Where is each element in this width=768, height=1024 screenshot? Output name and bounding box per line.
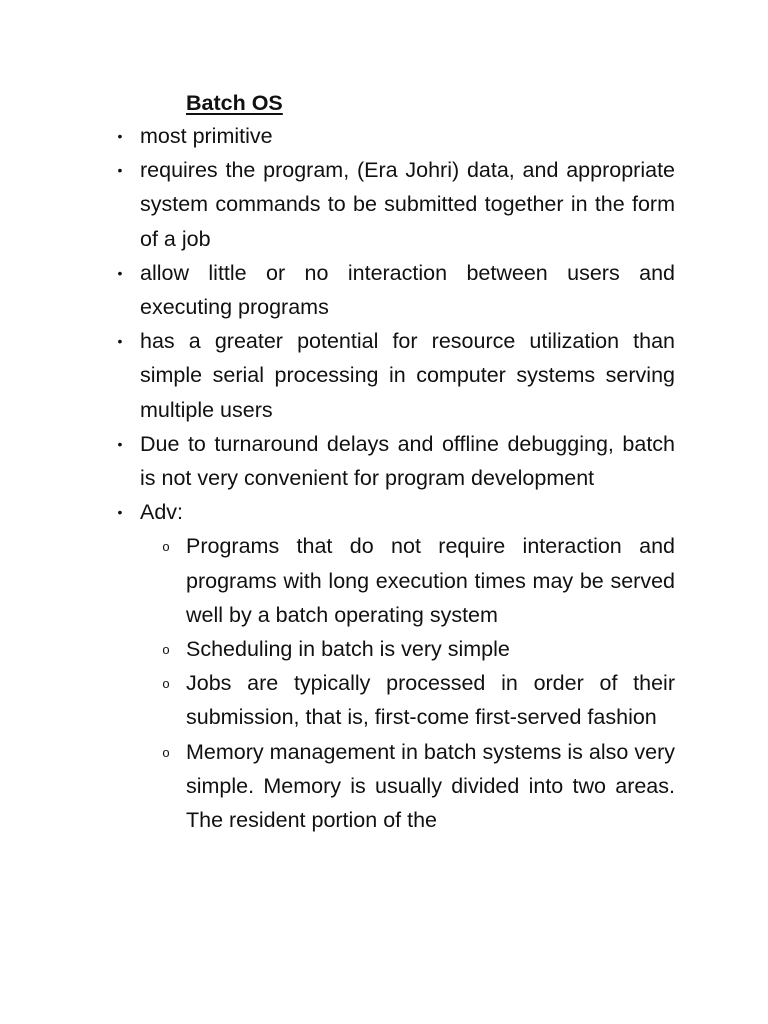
hollow-bullet-icon: o	[162, 676, 170, 692]
hollow-bullet-icon: o	[162, 744, 170, 760]
list-item-adv	[0, 495, 675, 837]
sub-list-item-text: Jobs are typically processed in order of their submission, that is, first-come first-served fashion	[186, 671, 675, 730]
list-item	[0, 427, 675, 495]
bullet-icon: •	[117, 264, 123, 281]
list-item	[0, 119, 675, 153]
sub-list-item-text: Programs that do not require interaction and programs with long execution times may be served well by a batch operating system	[186, 534, 675, 627]
bullet-icon: •	[117, 333, 123, 350]
bullet-icon: •	[117, 128, 123, 144]
sub-list-item	[162, 632, 675, 666]
sub-list-item	[162, 735, 675, 838]
list-item	[0, 324, 675, 427]
adv-sublist	[162, 529, 675, 837]
list-item	[0, 256, 675, 324]
list-item-text: has a greater potential for resource utilization than simple serial processing in computer systems serving multiple users	[140, 329, 675, 422]
list-item-text: requires the program, (Era Johri) data, and appropriate system commands to be submitted together in the form of a job	[140, 158, 675, 251]
hollow-bullet-icon: o	[162, 539, 170, 555]
bullet-icon: •	[117, 162, 123, 179]
list-item-text: Due to turnaround delays and offline debugging, batch is not very convenient for program development	[140, 431, 675, 491]
document-title: Batch OS	[186, 91, 283, 115]
list-item-text: Adv:	[140, 500, 184, 525]
list-item-text: most primitive	[140, 124, 273, 148]
bullet-list	[0, 119, 675, 837]
list-item	[0, 153, 675, 256]
list-item-text: allow little or no interaction between users and executing programs	[140, 260, 675, 320]
sub-list-item	[162, 666, 675, 734]
sub-list-item-text: Scheduling in batch is very simple	[186, 637, 510, 662]
sub-list-item-text: Memory management in batch systems is also very simple. Memory is usually divided into two areas. The resident portion of the	[186, 739, 675, 833]
bullet-icon: •	[117, 435, 123, 452]
hollow-bullet-icon: o	[162, 642, 170, 658]
bullet-icon: •	[117, 504, 123, 521]
sub-list-item	[162, 529, 675, 632]
